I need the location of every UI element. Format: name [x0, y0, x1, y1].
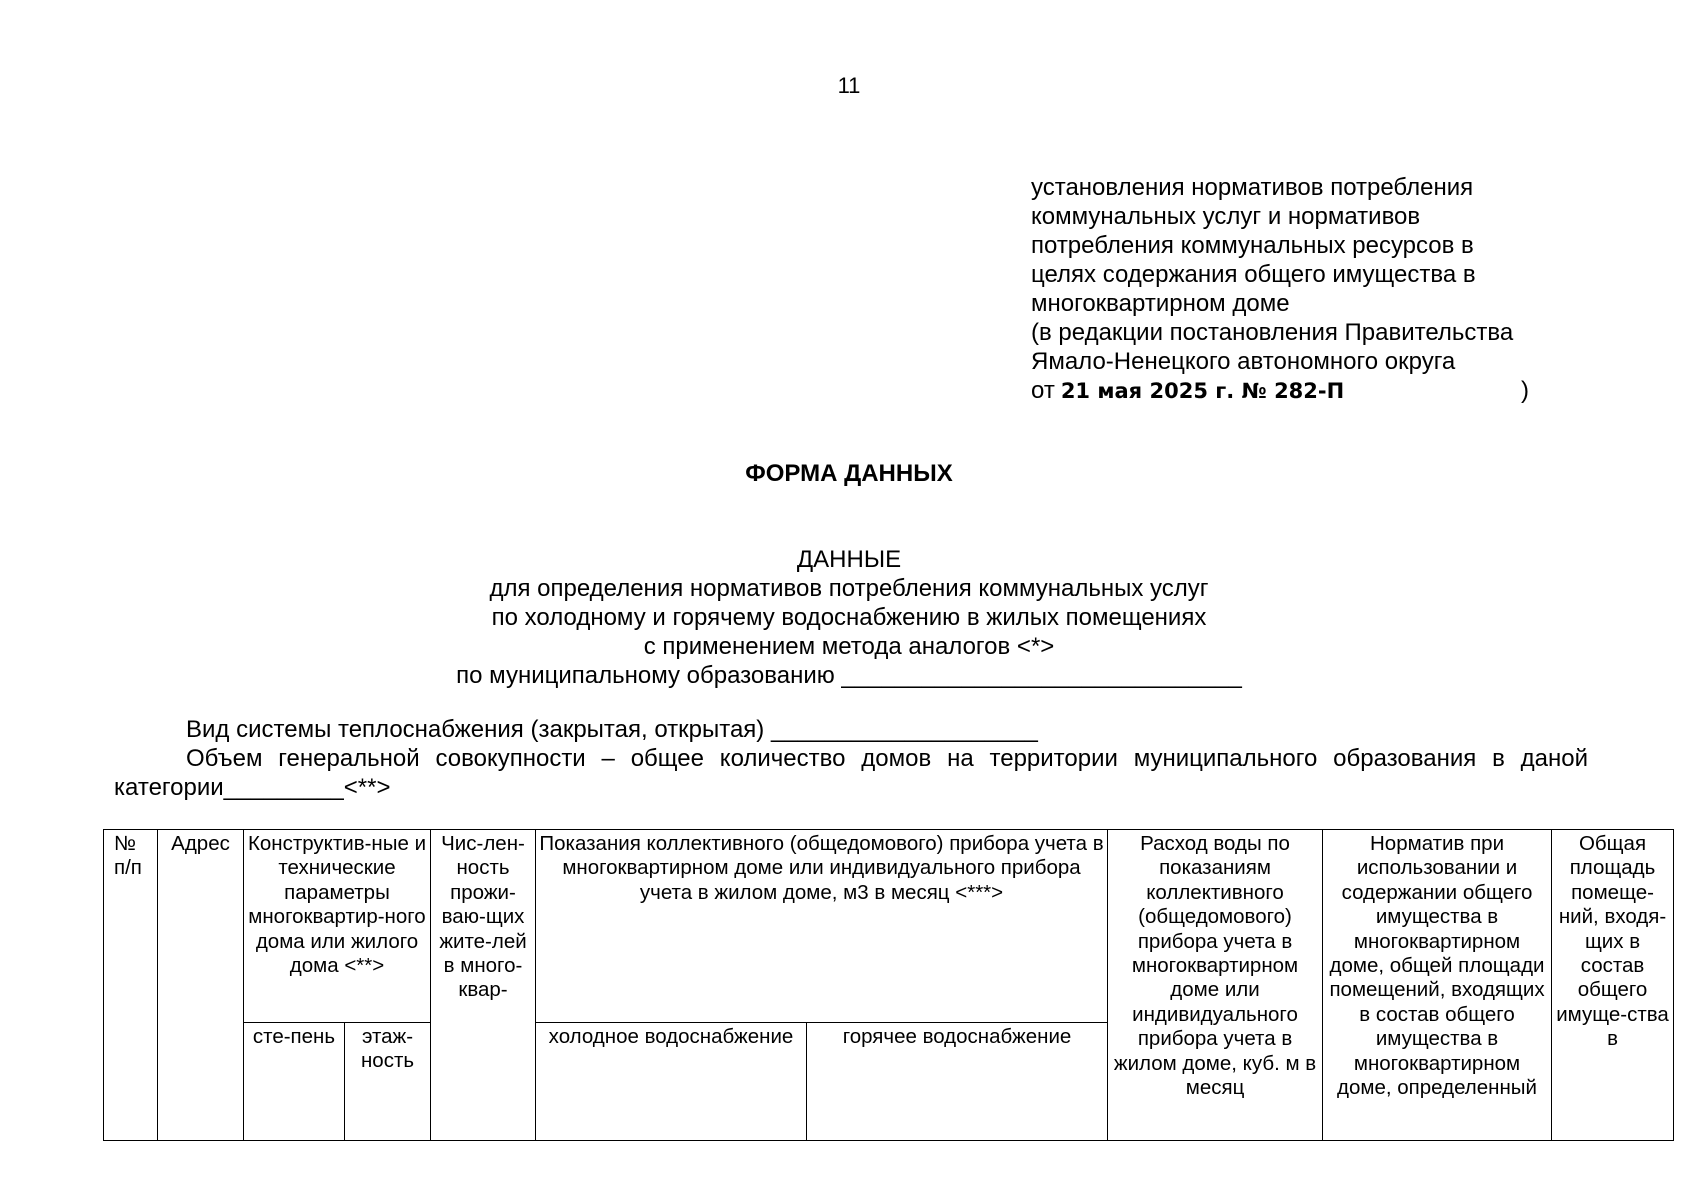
subheader-degree: сте-пень [244, 1023, 345, 1141]
reference-line: потребления коммунальных ресурсов в [1031, 232, 1474, 259]
general-population-paragraph: Объем генеральной совокупности – общее количество домов на территории муниципального образования в даной категории_________<**> [114, 745, 1588, 801]
data-table [103, 829, 1674, 1141]
reference-block [1031, 173, 1671, 406]
reference-line: коммунальных услуг и нормативов [1031, 203, 1421, 230]
reference-line: (в редакции постановления Правительства [1031, 319, 1514, 346]
reference-date-line [1031, 376, 1671, 406]
reference-line: Ямало-Ненецкого автономного округа [1031, 348, 1456, 375]
heading-line: с применением метода аналогов <*> [643, 633, 1055, 660]
header-norm: Норматив при использовании и содержании общего имущества в многоквартирном доме, общей площади помещений, входящих в состав общего имущества в многоквартирном доме, определенный [1323, 830, 1552, 1141]
header-common-area: Общая площадь помеще-ний, входя-щих в состав общего имуще-ства в [1552, 830, 1674, 1141]
heat-system-paragraph: Вид системы теплоснабжения (закрытая, открытая) ____________________ [186, 716, 1038, 743]
reference-line: целях содержания общего имущества в [1031, 261, 1476, 288]
decree-date: 21 мая 2025 г. № 282-П [1060, 379, 1345, 403]
form-title: ФОРМА ДАННЫХ [745, 460, 953, 487]
reference-line: многоквартирном доме [1031, 290, 1290, 317]
header-address: Адрес [158, 830, 244, 1141]
date-closing-paren: ) [1521, 377, 1529, 404]
heading-line: ДАННЫЕ [796, 546, 902, 573]
header-residents: Чис-лен-ность прожи-ваю-щих жите-лей в много-квар- [431, 830, 536, 1141]
header-building-params: Конструктив-ные и технические параметры многоквартир-ного дома или жилого дома <**> [244, 830, 431, 1023]
date-prefix: от [1031, 377, 1055, 404]
heading-line: для определения нормативов потребления коммунальных услуг [489, 575, 1209, 602]
subheader-cold-water: холодное водоснабжение [536, 1023, 807, 1141]
header-meter-readings: Показания коллективного (общедомового) прибора учета в многоквартирном доме или индивидуального прибора учета в жилом доме, м3 в месяц <***> [536, 830, 1108, 1023]
heading-line: по холодному и горячему водоснабжению в жилых помещениях [491, 604, 1207, 631]
page-number: 11 [837, 73, 861, 98]
subheader-hot-water: горячее водоснабжение [807, 1023, 1108, 1141]
heading-line: по муниципальному образованию ______________________________ [456, 662, 1242, 689]
header-water-consumption: Расход воды по показаниям коллективного (общедомового) прибора учета в многоквартирном доме или индивидуального прибора учета в жилом доме, куб. м в месяц [1108, 830, 1323, 1141]
reference-line: установления нормативов потребления [1031, 174, 1474, 201]
document-heading [0, 545, 1698, 690]
subheader-floors: этаж-ность [345, 1023, 431, 1141]
header-number: № п/п [104, 830, 158, 1141]
